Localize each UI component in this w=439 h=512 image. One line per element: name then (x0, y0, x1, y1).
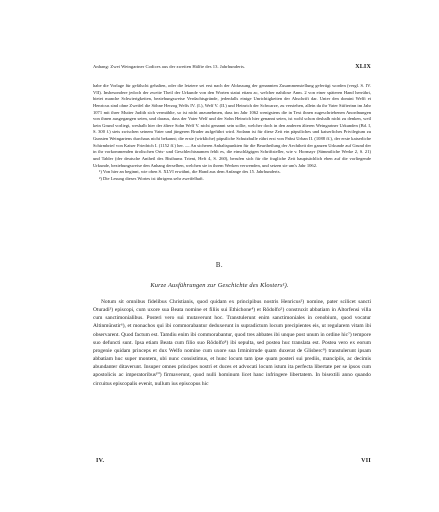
footer-signature-left: IV. (96, 458, 105, 464)
page-number: XLIX (355, 64, 371, 70)
footer-signature-right: VII (361, 458, 371, 464)
footnote: ²) Die Lesung dieses Wortes ist übrigens sehr zweifelhaft. (99, 175, 204, 181)
running-header (93, 64, 371, 70)
running-header-title: Anhang: Zwei Weingartner Codices aus der zweiten Hälfte des 13. Jahrhunderts. (93, 64, 246, 69)
main-paragraph: Notum sit omnibus fidelibus Christianis, quod quidam ex principibus nostris Henricus²) nomine, pater scilicet sancti Oturadi³) episcopi, cum uxore sua Beata nomine et filiis sui Ethichone⁴) et Rôdolfo⁵) construxit abbatiam in Altorfensi villa cum sanctimonialibus. Posteri vero sui mutaverunt hoc. Transtulerunt enim sanctimoniales in cenobium, quod vocatur Altinmünstir⁶), et monachos qui ibi commorabantur deduxerunt in supradictum locum precipientes eis, ut regularem vitam ibi observarent. Quod factum est. Tamdiu enim ibi commorabantur, quod tres abbates ibi unque post unum in ordine hic⁷) tempore suo defuncti sunt. Ipsa etiam Beata cum filio suo Rôdolfo⁸) ibi sepulta, sed postea huc translata est. Postea vero ex eorum progenie quidam princeps et dux Welfo nomine cum uxore sua Irminitrude quam duxerat de Glisberc⁹) transtulerunt ipsam abbatiam huc super montem, ubi nunc consistimus, et hunc locum tam ipse quam posteri sui prediis, mancipiis, ac decimis abundanter ditaverunt. Insuper omnes principes nostri et duces et advocati locum istum ita perfecta libertate per se ipsos cum apostolicis ac imperatoribus¹⁰) firmaverunt, quod nulli hominum licet hanc infringere libertatem. In bisextili anno quando circuitus episcopalis evenit, nullum ius episcopus hic (93, 299, 371, 387)
main-text (93, 298, 371, 388)
page-footer (96, 458, 371, 464)
section-letter: B. (215, 262, 224, 269)
footnote: ¹) Von hier an beginnt, wie oben S. XLVI erwähnt, die Hand aus dem Anfange des 15. Jahrhunderts. (99, 169, 281, 175)
intro-paragraph: habe die Vorlage für gefälscht gehalten, oder die letztere sei erst nach der Abfassung der genannten Zusammenstellung gefertigt worden (vergl. S. IV. VII). Insbesondere jedoch der zweite Theil der Urkunde von den Worten statui etiam ac, welcher nahtlose Anm. 2 von einer späteren Hand herrührt, bietet manche Schwierigkeiten, beziehungsweise Verdachtsgründe, jedenfalls einige Unrichtigkeiten der Abschrift dar. Unter den domini Welfi et Henricus sind ohne Zweifel die Söhne Herzog Welfs IV. (I.), Welf V. (II.) und Heinrich der Schwarze, zu verstehen, allein da ihr Vater Stifterinn im Jahr 1071 mit ihrer Mutter Judith sich vermählte, so ist nicht anzunehmen, dass im Jahr 1062 wenigstens die in Text ihnen zugeschriebenen Anordnungen von ihnen ausgegangen seien, und daraus, dass der Vater Welf und der Sohn Heinrich hier genannt seien, ist wohl schon deshalb nicht zu denken, weil kein Grund vorliegt, weshalb hier der ältere Sohn Welf V. nicht genannt sein sollte, welcher doch in den anderen älteren Weingartner Urkunden (Bd. I, S. 300 f.) stets zwischen seinem Vater und jüngeren Bruder aufgeführt wird. Sodann ist für diese Zeit ein päpstliches und kaiserliches Privilegium zu Gunsten Weingartens durchaus nicht bekannt; die erste (wirkliche) päpstliche Schutzbulle rührt erst von Pabst Urban II. (1088 ff.), der erste kaiserliche Schirmbrief von Kaiser Friedrich I. (1152 ff.) her. — An sicheren Anhaltspunkten für die Beurtheilung der Aechtheit der ganzen Urkunde auf Grund der in ihr vorkommenden tirolischen Orts- und Geschlechtsnamen fehlt es, die einschlägigen Schriftsteller, wie v. Hormayr (Sämmtliche Werke 2, S. 21) und Tabler (der deutsche Antheil des Bisthums Trient, Heft 4, S. 260), berufen sich für die fragliche Zeit hauptsächlich eben auf die vorliegende Urkunde, beziehungsweise den Anhang derselben, welchen sie in ihrem Werken verwenden, und setzen sie um's Jahr 1062. (93, 83, 371, 168)
intro-commentary (93, 83, 371, 182)
section-title: Kurze Ausführungen zur Geschichte des Klosters¹). (150, 282, 289, 289)
